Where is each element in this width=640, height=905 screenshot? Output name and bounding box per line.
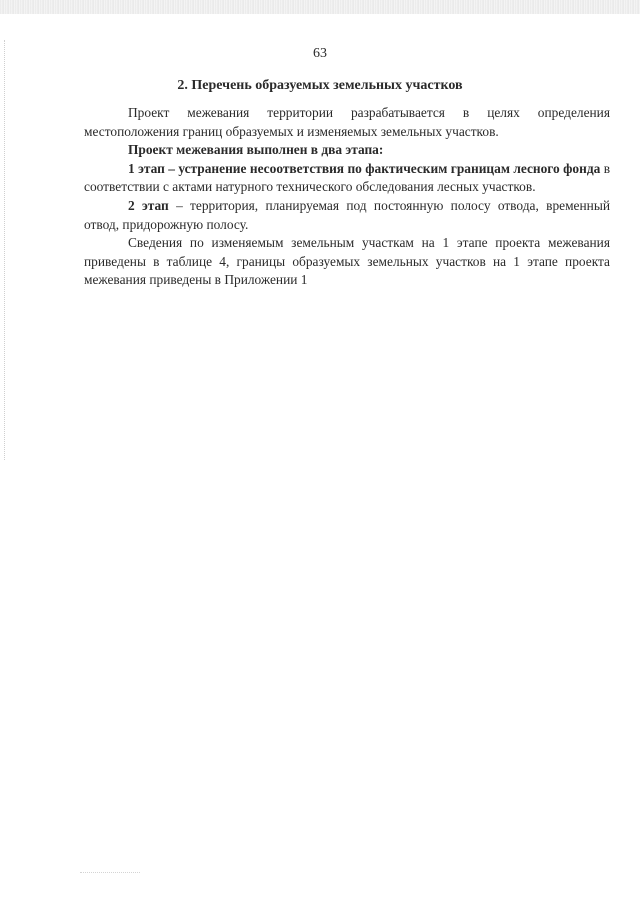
details-paragraph: Сведения по изменяемым земельным участкам на 1 этапе проекта межевания приведены в таблице 4, границы образуемых земельных участков на 1 этапе проекта межевания приведены в Приложении 1: [84, 235, 610, 288]
section-heading: 2. Перечень образуемых земельных участков: [177, 78, 463, 93]
scan-margin-artifact: [4, 40, 7, 460]
stages-header: Проект межевания выполнен в два этапа:: [128, 142, 384, 158]
stage-1-label: 1 этап – устранение несоответствия по фактическим границам лесного фонда: [128, 160, 601, 176]
stage-2-paragraph: [84, 197, 610, 234]
stage-2-text: – территория, планируемая под постоянную полосу отвода, временный отвод, придорожную полосу.: [84, 197, 610, 232]
page-number: 63: [313, 46, 327, 61]
document-body: [84, 104, 610, 290]
stage-2-label: 2 этап: [128, 197, 169, 213]
scan-artifact-strip: [0, 0, 640, 14]
scan-bottom-artifact: [80, 872, 140, 874]
stage-1-text: в соответствии с актами натурного технического обследования лесных участков.: [84, 160, 611, 195]
intro-paragraph: Проект межевания территории разрабатывается в целях определения местоположения границ образуемых и изменяемых земельных участков.: [84, 105, 610, 139]
stage-1-paragraph: [84, 160, 610, 197]
